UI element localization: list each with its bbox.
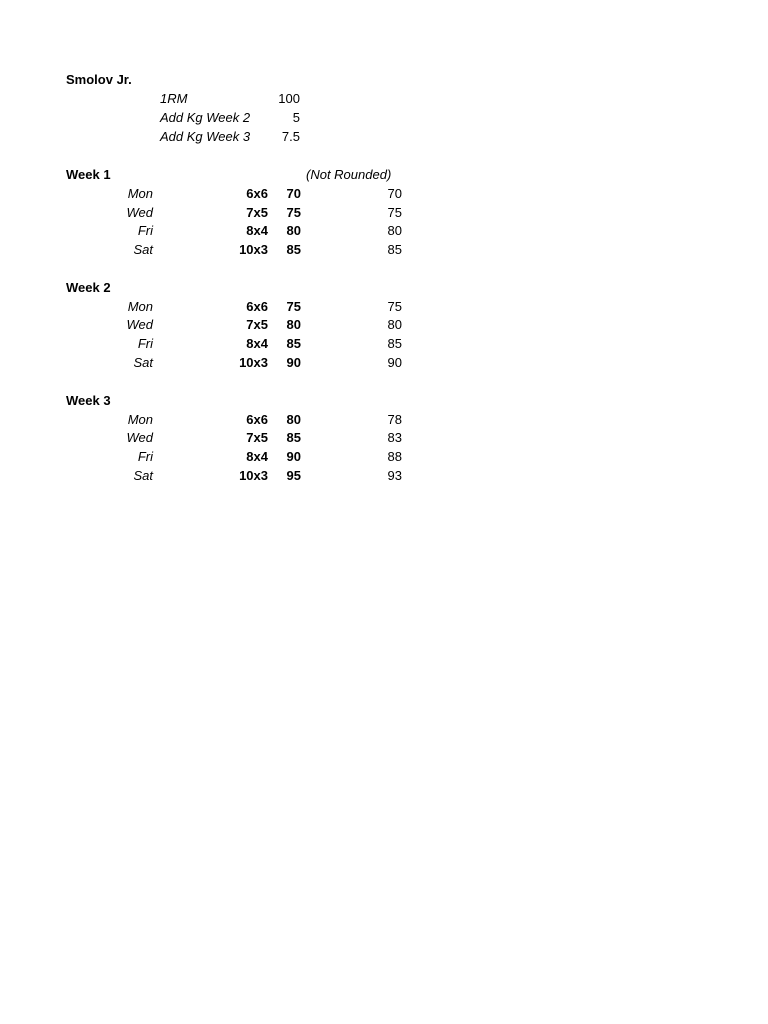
not-rounded-label: (Not Rounded) (306, 167, 392, 182)
sets-reps: 7x5 (246, 430, 268, 445)
day-label: Wed (126, 317, 153, 332)
rounded-weight: 95 (286, 468, 301, 483)
sheet-title: Smolov Jr. (66, 72, 132, 87)
raw-weight: 85 (387, 336, 402, 351)
day-label: Fri (137, 336, 153, 351)
raw-weight: 70 (387, 186, 402, 201)
rounded-weight: 80 (286, 412, 301, 427)
sets-reps: 10x3 (239, 355, 268, 370)
raw-weight: 83 (387, 430, 402, 445)
week-heading: Week 2 (66, 280, 111, 295)
day-label: Mon (127, 186, 153, 201)
rounded-weight: 90 (286, 449, 301, 464)
param-label-1rm: 1RM (160, 91, 188, 106)
day-label: Wed (126, 430, 153, 445)
param-value-1rm: 100 (278, 91, 300, 106)
raw-weight: 78 (387, 412, 402, 427)
rounded-weight: 75 (286, 205, 301, 220)
rounded-weight: 85 (286, 430, 301, 445)
sets-reps: 10x3 (239, 468, 268, 483)
raw-weight: 80 (387, 317, 402, 332)
day-label: Fri (137, 223, 153, 238)
day-label: Mon (127, 299, 153, 314)
rounded-weight: 80 (286, 223, 301, 238)
rounded-weight: 90 (286, 355, 301, 370)
rounded-weight: 75 (286, 299, 301, 314)
sets-reps: 6x6 (246, 186, 268, 201)
sets-reps: 8x4 (246, 223, 268, 238)
param-value-add-week2: 5 (292, 110, 300, 125)
raw-weight: 80 (387, 223, 402, 238)
day-label: Mon (127, 412, 153, 427)
sets-reps: 8x4 (246, 449, 268, 464)
sets-reps: 8x4 (246, 336, 268, 351)
day-label: Sat (133, 355, 153, 370)
raw-weight: 75 (387, 205, 402, 220)
raw-weight: 90 (387, 355, 402, 370)
param-label-add-week2: Add Kg Week 2 (160, 110, 251, 125)
sets-reps: 7x5 (246, 205, 268, 220)
day-label: Sat (133, 242, 153, 257)
param-value-add-week3: 7.5 (281, 129, 300, 144)
week-heading: Week 1 (66, 167, 111, 182)
sets-reps: 7x5 (246, 317, 268, 332)
day-label: Sat (133, 468, 153, 483)
rounded-weight: 85 (286, 242, 301, 257)
rounded-weight: 70 (286, 186, 301, 201)
sets-reps: 10x3 (239, 242, 268, 257)
sets-reps: 6x6 (246, 412, 268, 427)
raw-weight: 88 (387, 449, 402, 464)
rounded-weight: 80 (286, 317, 301, 332)
day-label: Fri (137, 449, 153, 464)
rounded-weight: 85 (286, 336, 301, 351)
param-label-add-week3: Add Kg Week 3 (160, 129, 251, 144)
sets-reps: 6x6 (246, 299, 268, 314)
raw-weight: 93 (387, 468, 402, 483)
day-label: Wed (126, 205, 153, 220)
week-heading: Week 3 (66, 393, 111, 408)
raw-weight: 75 (387, 299, 402, 314)
raw-weight: 85 (387, 242, 402, 257)
